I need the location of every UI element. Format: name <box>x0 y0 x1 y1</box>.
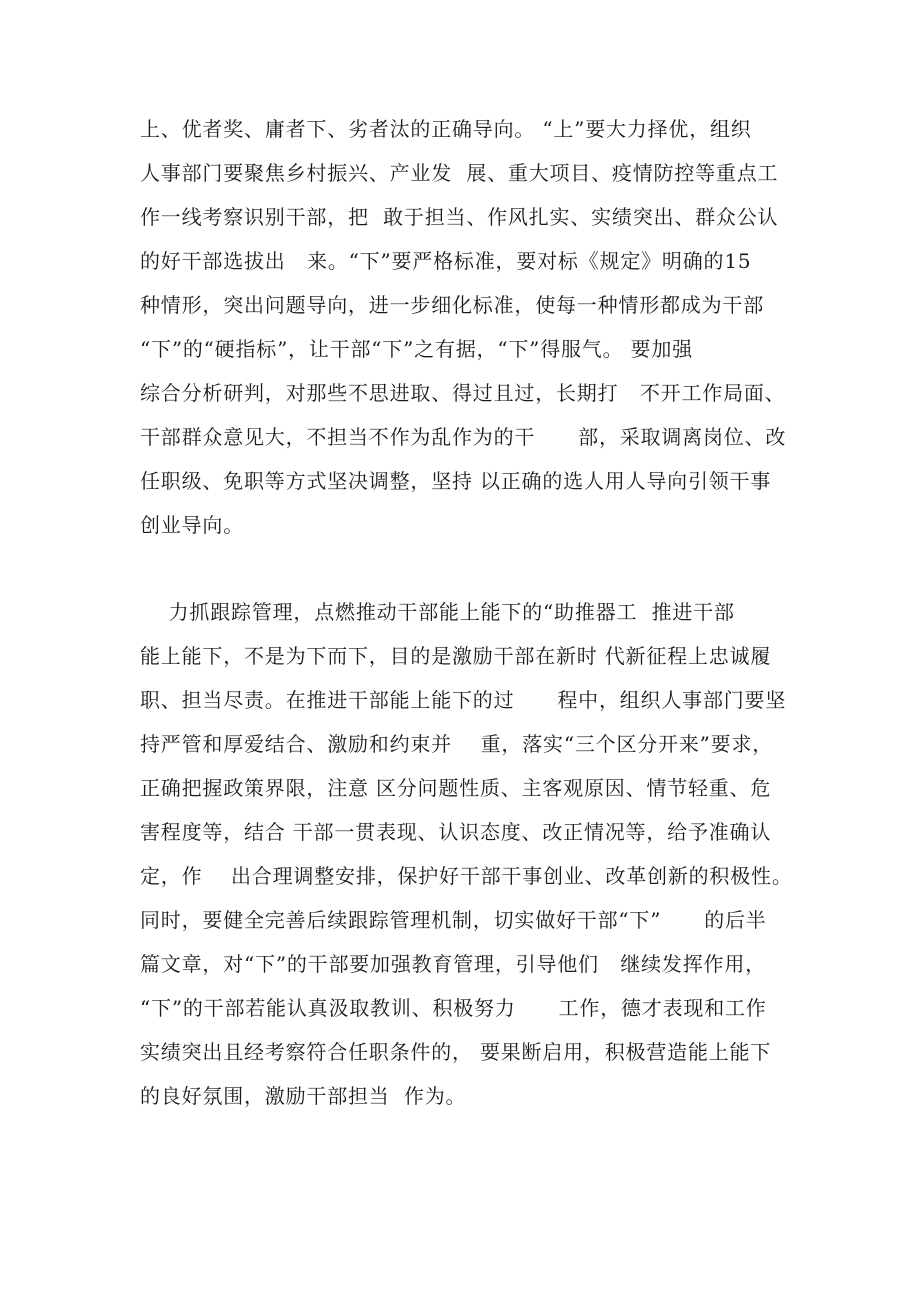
text-line: 能上能下，不是为下而下，目的是激励干部在新时 代新征程上忠诚履 <box>140 644 772 668</box>
text-line: “下”的干部若能认真汲取教训、积极努力 工作，德才表现和工作 <box>140 996 767 1020</box>
text-line: 的好干部选拔出 来。“下”要严格标准，要对标《规定》明确的15 <box>140 249 752 273</box>
text-line: 干部群众意见大，不担当不作为乱作为的干 部，采取调离岗位、改 <box>140 425 787 449</box>
text-line: 持严管和厚爱结合、激励和约束并 重，落实“三个区分开来”要求， <box>140 732 774 756</box>
text-line: 篇文章，对“下”的干部要加强教育管理，引导他们 继续发挥作用， <box>140 952 766 976</box>
text-line: 作一线考察识别干部，把 敢于担当、作风扎实、实绩突出、群众公认 <box>140 205 779 229</box>
text-line: 上、优者奖、庸者下、劣者汰的正确导向。 “上”要大力择优，组织 <box>140 117 752 141</box>
text-line: 创业导向。 <box>140 513 244 537</box>
text-line: 力抓跟踪管理，点燃推动干部能上能下的“助推器工 推进干部 <box>140 600 735 624</box>
text-line: 的良好氛围，激励干部担当 作为。 <box>140 1084 467 1108</box>
text-line: 种情形，突出问题导向，进一步细化标准，使每一种情形都成为干部 <box>140 293 764 317</box>
text-line: 正确把握政策界限，注意 区分问题性质、主客观原因、情节轻重、危 <box>140 776 772 800</box>
text-line: 定，作 出合理调整安排，保护好干部干事创业、改革创新的积极性。 <box>140 864 793 888</box>
text-line: 任职级、免职等方式坚决调整，坚持 以正确的选人用人导向引领干事 <box>140 469 772 493</box>
text-line: “下”的“硬指标”，让干部“下”之有据，“下”得服气。 要加强 <box>140 337 693 361</box>
text-line: 同时，要健全完善后续跟踪管理机制，切实做好干部“下” 的后半 <box>140 908 767 932</box>
text-line: 综合分析研判，对那些不思进取、得过且过，长期打 不开工作局面、 <box>140 381 786 405</box>
text-line: 实绩突出且经考察符合任职条件的， 要果断启用，积极营造能上能下 <box>140 1040 772 1064</box>
text-line: 人事部门要聚焦乡村振兴、产业发 展、重大项目、疫情防控等重点工 <box>140 161 779 185</box>
text-line: 害程度等，结合 干部一贯表现、认识态度、改正情况等，给予准确认 <box>140 820 772 844</box>
text-line: 职、担当尽责。在推进干部能上能下的过 程中，组织人事部门要坚 <box>140 688 787 712</box>
